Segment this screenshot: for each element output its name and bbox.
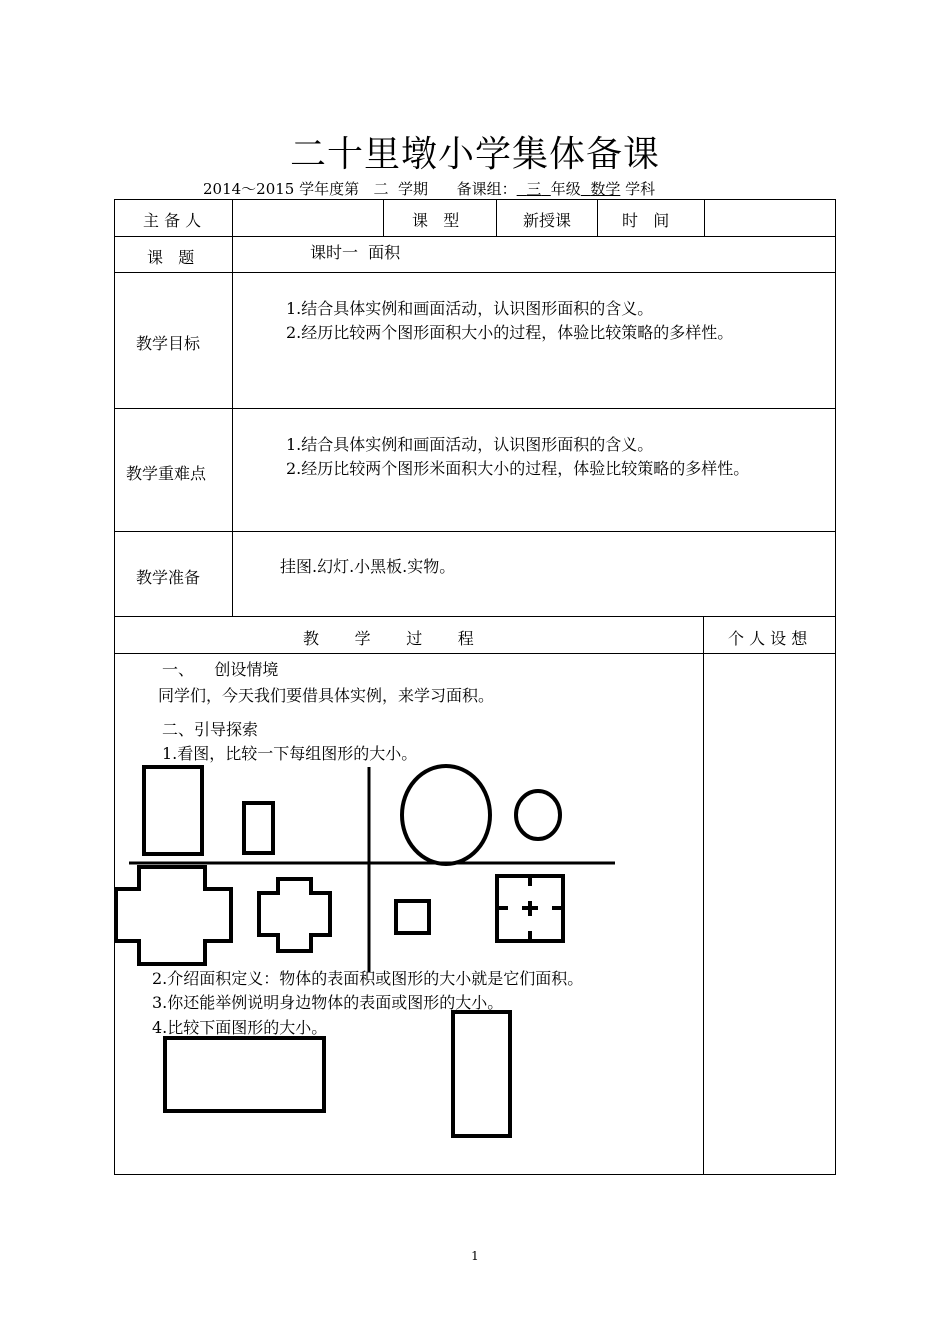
year-label: 2014～2015 学年度第 (203, 180, 360, 198)
group-label: 备课组： (456, 180, 517, 198)
keypoints-label: 教学重难点 (126, 464, 207, 483)
section-1-title: 一、 创设情境 (162, 660, 279, 679)
topic-label: 课 题 (147, 248, 195, 267)
term-value: 二 (373, 180, 389, 198)
wide-rectangle (165, 1038, 324, 1111)
keypoint-item: 2.经历比较两个图形米面积大小的过程，体验比较策略的多样性。 (286, 459, 750, 478)
term-label: 学期 (398, 180, 429, 198)
large-circle (402, 766, 490, 864)
step-2: 2.介绍面积定义：物体的表面积或图形的大小就是它们面积。 (152, 969, 584, 988)
goal-item: 1.结合具体实例和画面活动，认识图形面积的含义。 (286, 299, 654, 318)
grade-label: 年级 (550, 180, 581, 198)
narrow-tall-rectangle (453, 1012, 510, 1136)
small-square (396, 901, 429, 933)
grade-value: 三 (526, 180, 542, 198)
owner-label: 主 备 人 (143, 211, 202, 230)
type-value: 新授课 (523, 211, 572, 230)
notes-header: 个 人 设 想 (728, 629, 808, 648)
page-number: 1 (471, 1249, 479, 1263)
prep-label: 教学准备 (136, 568, 201, 587)
small-cross (259, 879, 330, 951)
small-circle (516, 791, 560, 839)
topic-value: 课时一 面积 (310, 243, 401, 262)
type-label: 课 型 (412, 211, 460, 230)
subject-value: 数学 (590, 180, 621, 198)
large-cross (116, 867, 231, 964)
small-rectangle (244, 803, 273, 853)
step-4: 4.比较下面图形的大小。 (152, 1018, 328, 1037)
page-title: 二十里墩小学集体备课 (289, 134, 660, 175)
step-1: 1.看图，比较一下每组图形的大小。 (162, 744, 418, 763)
section-2-title: 二、引导探索 (162, 720, 259, 739)
time-label: 时 间 (622, 211, 670, 230)
goals-label: 教学目标 (136, 334, 201, 353)
subject-label: 学科 (625, 180, 656, 198)
keypoint-item: 1.结合具体实例和画面活动，认识图形面积的含义。 (286, 435, 654, 454)
process-header: 教 学 过 程 (303, 629, 474, 648)
goal-item: 2.经历比较两个图形面积大小的过程，体验比较策略的多样性。 (286, 323, 734, 342)
section-1-text: 同学们，今天我们要借具体实例，来学习面积。 (158, 686, 495, 705)
tall-rectangle (144, 767, 202, 854)
prep-value: 挂图.幻灯.小黑板.实物。 (280, 557, 456, 576)
step-3: 3.你还能举例说明身边物体的表面或图形的大小。 (152, 993, 504, 1012)
